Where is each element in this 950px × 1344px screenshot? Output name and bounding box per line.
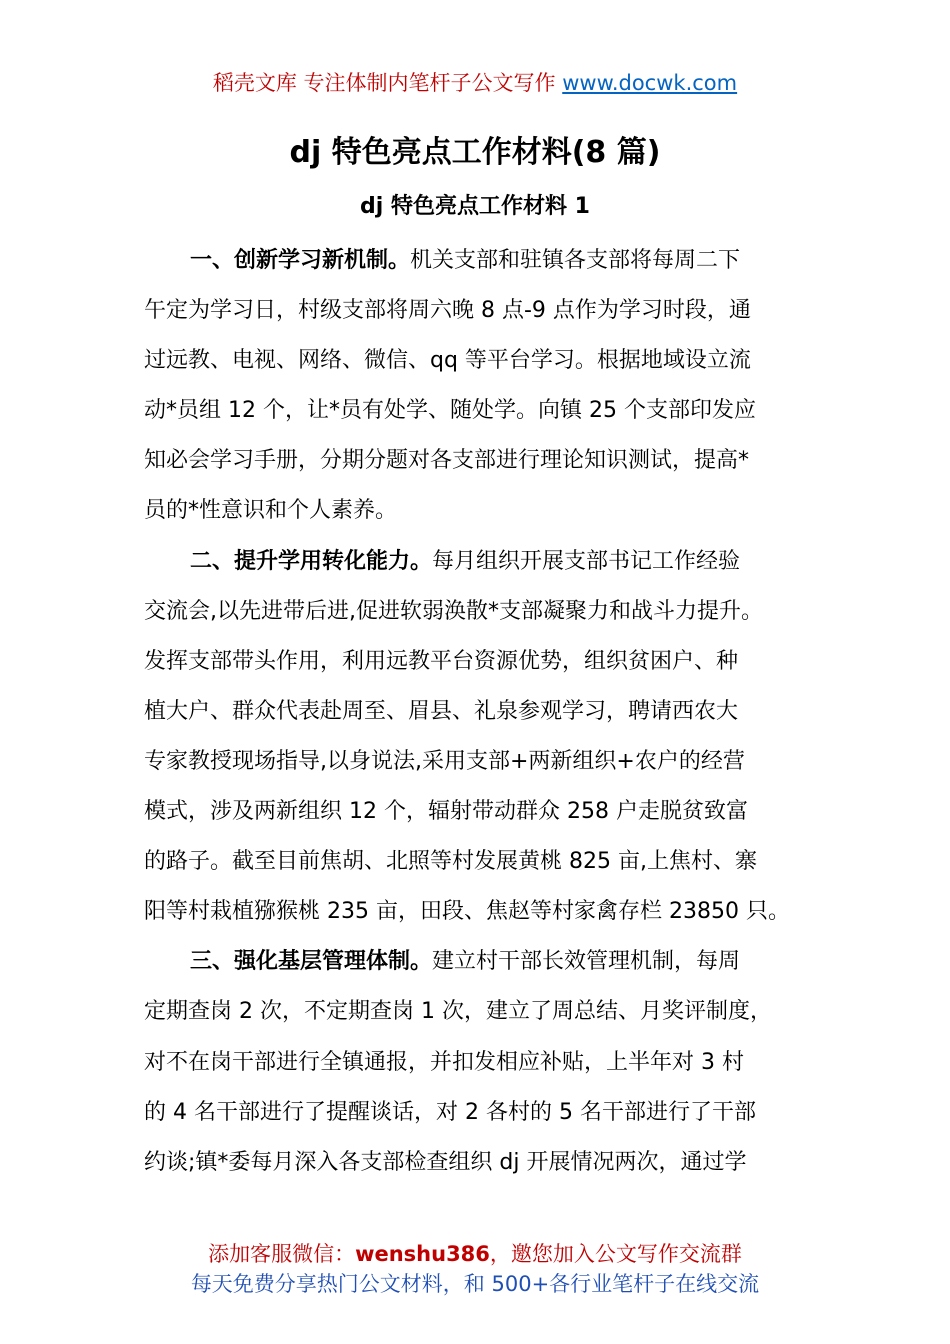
paragraph-heading: 三、强化基层管理体制。 xyxy=(190,949,433,975)
line-text: 定期查岗 2 次，不定期查岗 1 次，建立了周总结、月奖评制度， xyxy=(144,999,772,1025)
site-header xyxy=(0,66,950,100)
line-text: 发挥支部带头作用，利用远教平台资源优势，组织贫困户、种 xyxy=(144,648,739,674)
document-subtitle: dj 特色亮点工作材料 1 xyxy=(360,194,590,219)
line-text: 每月组织开展支部书记工作经验 xyxy=(432,548,741,574)
text-line xyxy=(144,587,814,637)
paragraph-heading: 二、提升学用转化能力。 xyxy=(190,548,433,574)
document-body xyxy=(144,236,814,1188)
line-text: 专家教授现场指导,以身说法,采用支部+两新组织+农户的经营 xyxy=(144,748,745,774)
line-text: 阳等村栽植猕猴桃 235 亩，田段、焦赵等村家禽存栏 23850 只。 xyxy=(144,899,790,925)
footer-line1-suffix: ，邀您加入公文写作交流群 xyxy=(489,1242,742,1266)
line-text: 的路子。截至目前焦胡、北照等村发展黄桃 825 亩,上焦村、寨 xyxy=(144,849,757,875)
paragraph-heading-line xyxy=(144,236,814,286)
text-line xyxy=(144,637,814,687)
text-line xyxy=(144,737,814,787)
text-line xyxy=(144,386,814,436)
text-line xyxy=(144,286,814,336)
paragraph-heading: 一、创新学习新机制。 xyxy=(190,248,411,273)
footer-line1-prefix: 添加客服微信： xyxy=(208,1242,356,1266)
text-line xyxy=(144,687,814,737)
text-line xyxy=(144,486,814,536)
text-line xyxy=(144,1088,814,1138)
text-line xyxy=(144,787,814,837)
text-line xyxy=(144,987,814,1037)
line-text: 对不在岗干部进行全镇通报，并扣发相应补贴，上半年对 3 村 xyxy=(144,1049,744,1075)
line-text: 模式，涉及两新组织 12 个，辐射带动群众 258 户走脱贫致富 xyxy=(144,799,748,825)
paragraph-heading-line xyxy=(144,537,814,587)
line-text: 午定为学习日，村级支部将周六晚 8 点-9 点作为学习时段，通 xyxy=(144,298,751,324)
line-text: 知必会学习手册，分期分题对各支部进行理论知识测试，提高* xyxy=(144,448,750,474)
paragraph-heading-line xyxy=(144,937,814,987)
text-line xyxy=(144,436,814,486)
footer-line-1 xyxy=(0,1239,950,1269)
line-text: 动*员组 12 个，让*员有处学、随处学。向镇 25 个支部印发应 xyxy=(144,398,756,424)
line-text: 机关支部和驻镇各支部将每周二下 xyxy=(410,248,741,273)
line-text: 约谈;镇*委每月深入各支部检查组织 dj 开展情况两次，通过学 xyxy=(144,1149,747,1175)
line-text: 的 4 名干部进行了提醒谈话，对 2 各村的 5 名干部进行了干部 xyxy=(144,1099,756,1125)
text-line xyxy=(144,336,814,386)
header-brand-text: 稻壳文库 专注体制内笔杆子公文写作 xyxy=(212,71,563,95)
line-text: 建立村干部长效管理机制，每周 xyxy=(432,949,741,975)
site-link[interactable]: www.docwk.com xyxy=(562,71,738,95)
document-title: dj 特色亮点工作材料(8 篇) xyxy=(289,135,661,170)
footer-wechat-id: wenshu386 xyxy=(355,1242,490,1266)
text-line xyxy=(144,887,814,937)
line-text: 员的*性意识和个人素养。 xyxy=(144,498,398,524)
footer-line-2: 每天免费分享热门公文材料，和 500+各行业笔杆子在线交流 xyxy=(190,1272,760,1296)
text-line xyxy=(144,1138,814,1188)
line-text: 植大户、群众代表赴周至、眉县、礼泉参观学习，聘请西农大 xyxy=(144,698,739,724)
line-text: 交流会,以先进带后进,促进软弱涣散*支部凝聚力和战斗力提升。 xyxy=(144,598,763,624)
text-line xyxy=(144,1038,814,1088)
page-footer xyxy=(0,1239,950,1299)
line-text: 过远教、电视、网络、微信、qq 等平台学习。根据地域设立流 xyxy=(144,348,751,374)
text-line xyxy=(144,837,814,887)
